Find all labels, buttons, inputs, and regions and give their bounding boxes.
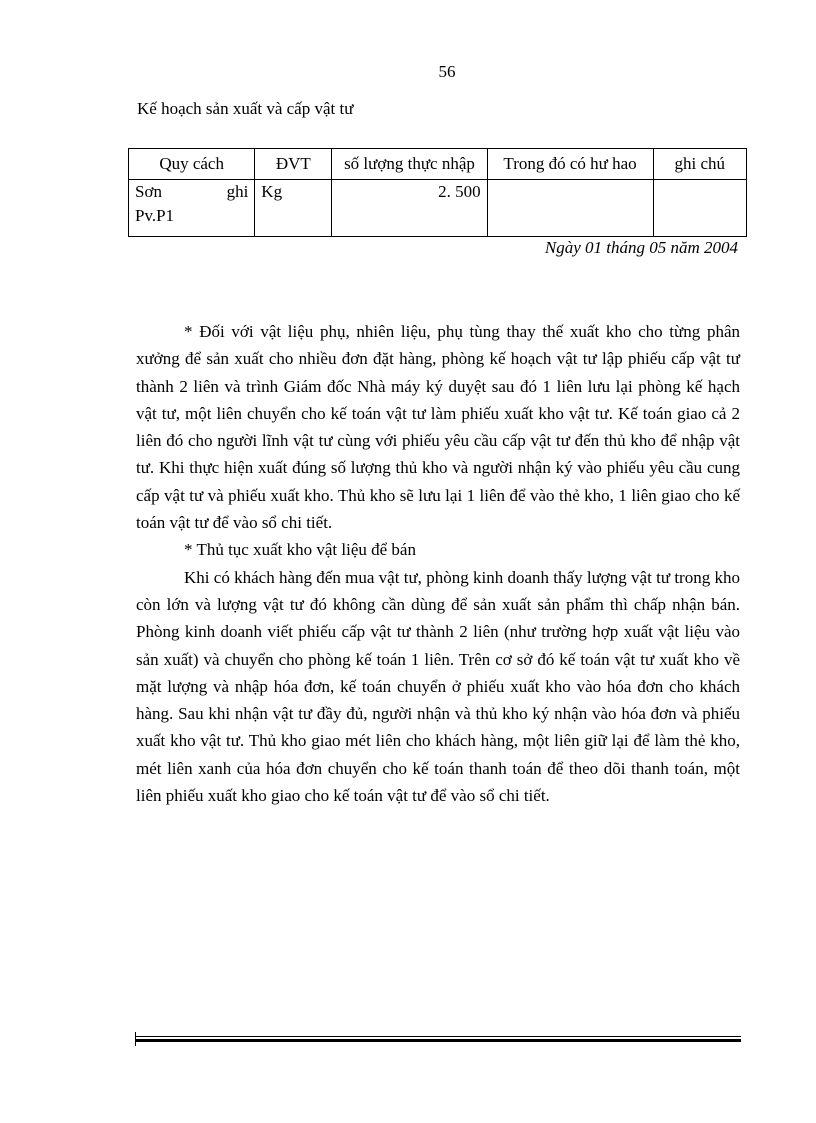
date-line: Ngày 01 tháng 05 năm 2004 — [544, 238, 738, 257]
paragraph-issuing-materials: * Đối với vật liệu phụ, nhiên liệu, phụ tùng thay thế xuất kho cho từng phân xưởng để sản xuất cho nhiều đơn đặt hàng, phòng kế hoạch vật tư lập phiếu cấp vật tư thành 2 liên và trình Giám đốc Nhà máy ký duyệt sau đó 1 liên lưu lại phòng kế hạch vật tư, một liên chuyển cho kế toán vật tư làm phiếu xuất kho vật tư. Kế toán giao cả 2 liên đó cho người lĩnh vật tư cùng với phiếu yêu cầu cấp vật tư đến thủ kho để nhập vật tư. Khi thực hiện xuất đúng số lượng thủ kho và người nhận ký vào phiếu yêu cầu cung cấp vật tư và phiếu xuất kho. Thủ kho sẽ lưu lại 1 liên để vào thẻ kho, 1 liên giao cho kế toán vật tư để vào sổ chi tiết. — [136, 322, 740, 533]
cell-spec — [129, 180, 255, 237]
column-header-quantity: số lượng thực nhập — [332, 149, 487, 180]
page-number: 56 — [438, 62, 456, 81]
footer-rule-thin-line — [135, 1036, 741, 1037]
table-row — [129, 180, 747, 237]
footer-rule — [135, 1036, 741, 1044]
cell-spec-word2: ghi — [226, 182, 249, 201]
column-header-spec: Quy cách — [129, 149, 255, 180]
cell-unit: Kg — [255, 180, 332, 237]
cell-spec-line2: Pv.P1 — [135, 206, 175, 225]
column-header-damage: Trong đó có hư hao — [487, 149, 653, 180]
footer-rule-thick-line — [135, 1039, 741, 1042]
supply-table — [128, 148, 747, 237]
column-header-unit: ĐVT — [255, 149, 332, 180]
subheading-sale-procedure: * Thủ tục xuất kho vật liệu để bán — [184, 540, 416, 560]
body-text — [136, 318, 740, 809]
cell-spec-word1: Sơn — [135, 182, 162, 201]
cell-quantity: 2. 500 — [332, 180, 487, 237]
paragraph-sale-procedure: Khi có khách hàng đến mua vật tư, phòng kinh doanh thấy lượng vật tư trong kho còn lớn và lượng vật tư đó không cần dùng để sản xuất sản phẩm thì chấp nhận bán. Phòng kinh doanh viết phiếu cấp vật tư thành 2 liên (như trường hợp xuất vật liệu vào sản xuất) và chuyển cho phòng kế toán 1 liên. Trên cơ sở đó kế toán vật tư xuất kho về mặt lượng và nhập hóa đơn, kế toán chuyển ở phiếu xuất kho vào hóa đơn cho khách hàng. Sau khi nhận vật tư đầy đủ, người nhận và thủ kho ký nhận vào hóa đơn và phiếu xuất kho vật tư. Thủ kho giao mét liên cho khách hàng, một liên giữ lại để làm thẻ kho, mét liên xanh của hóa đơn chuyển cho kế toán thanh toán để theo dõi thanh toán, một liên phiếu xuất kho giao cho kế toán vật tư để vào sổ chi tiết. — [136, 567, 740, 806]
section-title: Kế hoạch sản xuất và cấp vật tư — [137, 99, 354, 118]
column-header-note: ghi chú — [653, 149, 746, 180]
table-header-row — [129, 149, 747, 180]
cell-note — [653, 180, 746, 237]
cell-damage — [487, 180, 653, 237]
